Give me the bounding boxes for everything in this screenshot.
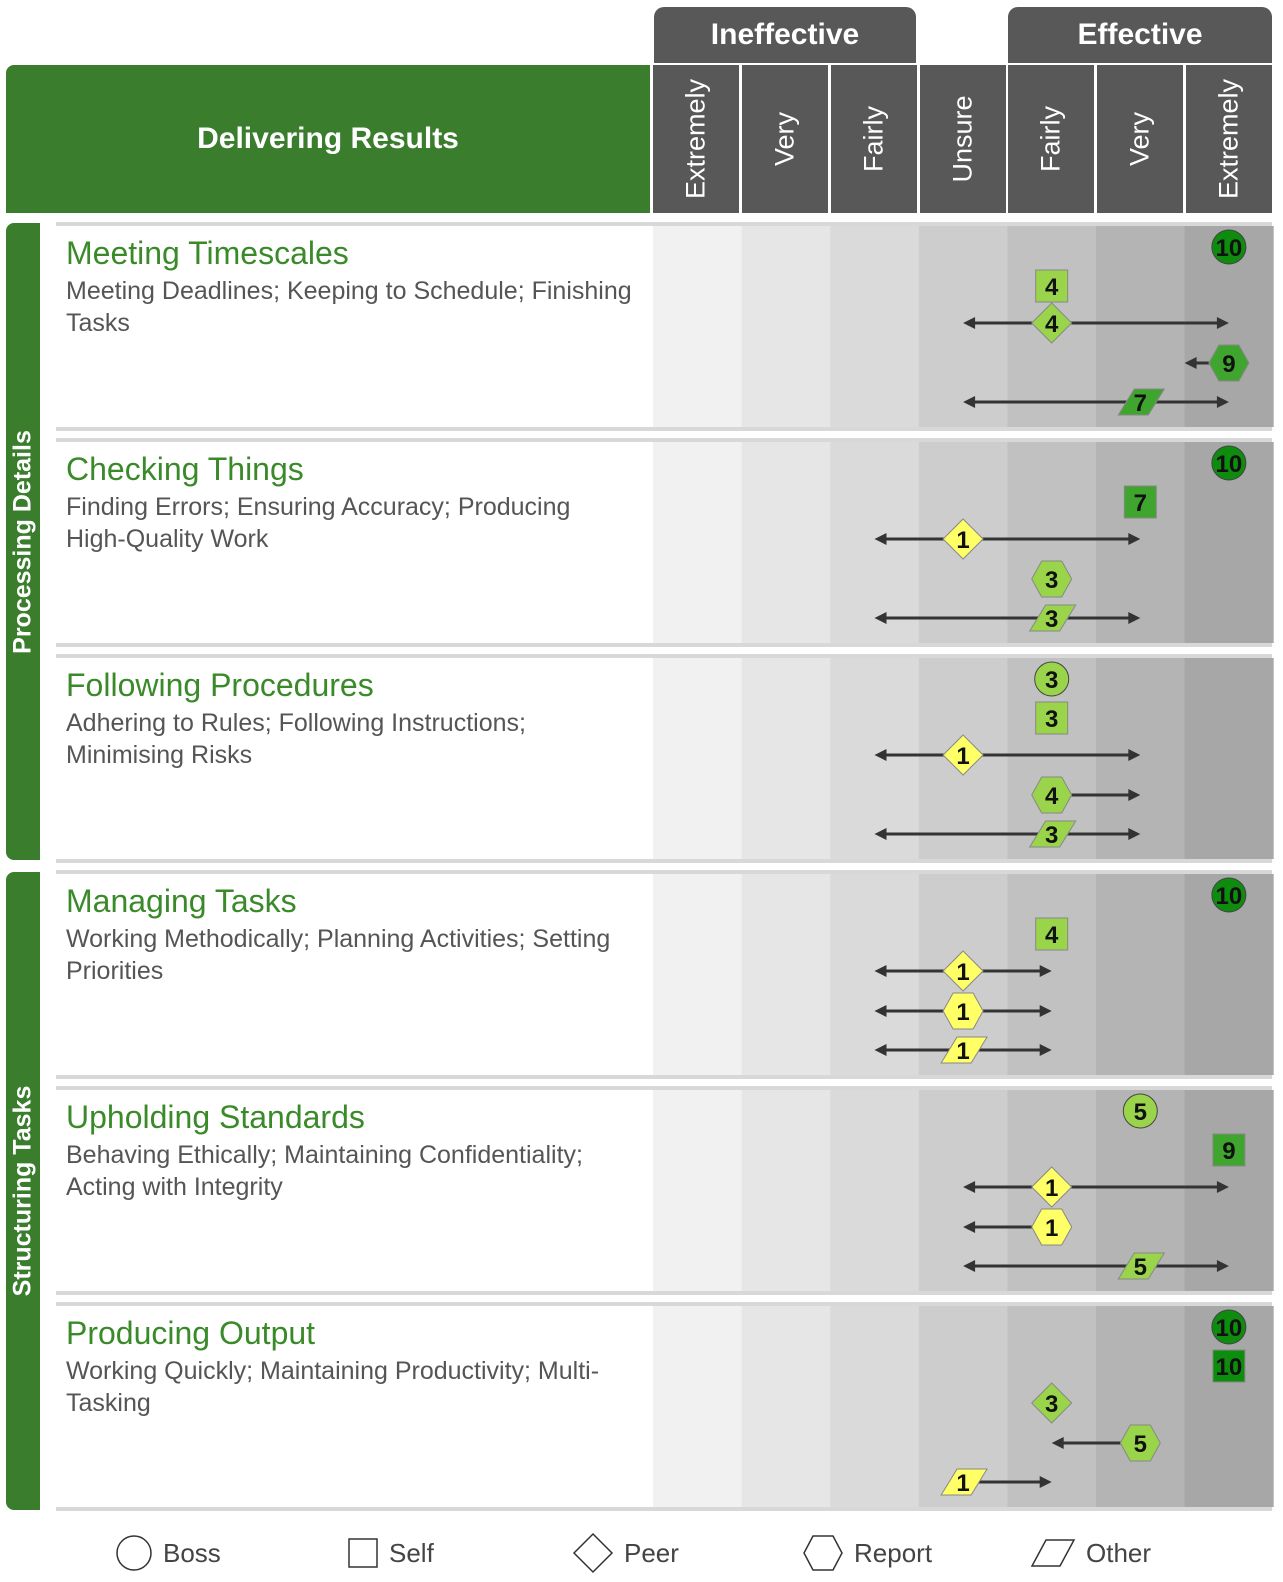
mark-other bbox=[963, 389, 1229, 417]
arrow-right bbox=[1040, 1005, 1052, 1017]
diamond-icon bbox=[572, 1532, 614, 1574]
mark-score: 4 bbox=[1045, 274, 1059, 301]
mark-boss bbox=[1123, 1094, 1157, 1128]
mark-score: 10 bbox=[1215, 1315, 1243, 1342]
mark-score: 3 bbox=[1045, 1391, 1059, 1418]
row-title: Following Procedures bbox=[66, 667, 374, 703]
section-label: Processing Details bbox=[8, 429, 37, 654]
legend-label: Other bbox=[1086, 1537, 1152, 1568]
mark-score: 10 bbox=[1215, 883, 1243, 910]
arrow-left bbox=[875, 828, 887, 840]
mark-report bbox=[1185, 345, 1249, 381]
legend-other bbox=[1030, 1532, 1151, 1574]
mark-score: 3 bbox=[1045, 822, 1059, 849]
mark-other bbox=[875, 821, 1141, 849]
arrow-right bbox=[1217, 1181, 1229, 1193]
mark-boss bbox=[1212, 230, 1246, 264]
square-icon bbox=[347, 1537, 379, 1569]
arrow-right bbox=[1217, 396, 1229, 408]
effective-group-label: Effective bbox=[1077, 18, 1203, 51]
row-description: Meeting Deadlines; Keeping to Schedule; Finishing Tasks bbox=[66, 277, 632, 337]
mark-score: 10 bbox=[1215, 451, 1243, 478]
circle-icon bbox=[115, 1534, 153, 1572]
arrow-right bbox=[1040, 1044, 1052, 1056]
mark-self bbox=[1213, 1134, 1245, 1166]
legend-label: Peer bbox=[624, 1537, 679, 1568]
arrow-right bbox=[1040, 1476, 1052, 1488]
mark-other bbox=[963, 1253, 1229, 1281]
row-title: Meeting Timescales bbox=[66, 235, 349, 271]
arrow-right bbox=[1128, 789, 1140, 801]
mark-score: 3 bbox=[1045, 606, 1059, 633]
mark-score: 10 bbox=[1215, 1354, 1243, 1381]
arrow-left bbox=[963, 1181, 975, 1193]
legend-label: Self bbox=[389, 1537, 434, 1568]
mark-other bbox=[875, 1037, 1052, 1065]
mark-report bbox=[1032, 777, 1141, 813]
parallelogram-icon bbox=[1030, 1537, 1076, 1569]
mark-score: 4 bbox=[1045, 922, 1059, 949]
col-label: Extremely bbox=[1213, 78, 1244, 200]
arrow-left bbox=[963, 1260, 975, 1272]
mark-score: 1 bbox=[1045, 1175, 1059, 1202]
row-description: Finding Errors; Ensuring Accuracy; Producing High-Quality Work bbox=[66, 493, 571, 553]
arrow-right bbox=[1217, 317, 1229, 329]
mark-score: 1 bbox=[1045, 1215, 1059, 1242]
mark-score: 5 bbox=[1133, 1099, 1147, 1126]
row-description: Adhering to Rules; Following Instructions; Minimising Risks bbox=[66, 709, 526, 769]
mark-boss bbox=[1212, 1310, 1246, 1344]
arrow-left bbox=[1052, 1437, 1064, 1449]
mark-score: 4 bbox=[1045, 311, 1059, 338]
mark-self bbox=[1213, 1350, 1245, 1382]
mark-score: 4 bbox=[1045, 783, 1059, 810]
legend-peer bbox=[572, 1532, 679, 1574]
arrow-right bbox=[1128, 749, 1140, 761]
mark-boss bbox=[1212, 878, 1246, 912]
mark-peer bbox=[875, 519, 1141, 559]
mark-score: 3 bbox=[1045, 706, 1059, 733]
ineffective-group-label: Ineffective bbox=[710, 18, 860, 51]
mark-score: 1 bbox=[956, 1470, 970, 1497]
legend-label: Report bbox=[854, 1537, 933, 1568]
competency-group-title-text: Delivering Results bbox=[197, 122, 459, 155]
mark-score: 9 bbox=[1222, 1138, 1236, 1165]
mark-score: 10 bbox=[1215, 235, 1243, 262]
legend-boss bbox=[115, 1532, 221, 1574]
mark-score: 9 bbox=[1222, 351, 1236, 378]
mark-peer bbox=[875, 735, 1141, 775]
row-title: Checking Things bbox=[66, 451, 304, 487]
mark-score: 3 bbox=[1045, 567, 1059, 594]
col-label: Very bbox=[1124, 111, 1155, 167]
mark-score: 7 bbox=[1133, 490, 1147, 517]
mark-score: 5 bbox=[1133, 1254, 1147, 1281]
arrow-right bbox=[1040, 965, 1052, 977]
mark-other bbox=[875, 605, 1141, 633]
arrow-right bbox=[1217, 1260, 1229, 1272]
mark-report bbox=[1052, 1425, 1161, 1461]
arrow-left bbox=[875, 965, 887, 977]
arrow-left bbox=[875, 749, 887, 761]
section-label: Structuring Tasks bbox=[8, 1085, 37, 1297]
mark-report bbox=[1032, 561, 1072, 597]
col-label: Very bbox=[769, 111, 800, 167]
mark-score: 1 bbox=[956, 959, 970, 986]
legend-label: Boss bbox=[163, 1537, 221, 1568]
mark-score: 5 bbox=[1133, 1431, 1147, 1458]
legend-self bbox=[347, 1532, 434, 1574]
mark-self bbox=[1036, 270, 1068, 302]
mark-score: 1 bbox=[956, 1038, 970, 1065]
arrow-left bbox=[963, 1221, 975, 1233]
arrow-right bbox=[1128, 828, 1140, 840]
mark-score: 1 bbox=[956, 527, 970, 554]
row-title: Producing Output bbox=[66, 1315, 316, 1351]
mark-other bbox=[941, 1469, 1052, 1497]
mark-peer bbox=[1032, 1383, 1072, 1423]
mark-boss bbox=[1035, 662, 1069, 696]
mark-score: 1 bbox=[956, 743, 970, 770]
mark-self bbox=[1036, 702, 1068, 734]
row-description: Working Methodically; Planning Activities; Setting Priorities bbox=[66, 925, 611, 985]
col-label: Unsure bbox=[947, 95, 978, 183]
row-title: Managing Tasks bbox=[66, 883, 297, 919]
arrow-right bbox=[1128, 612, 1140, 624]
col-label: Extremely bbox=[680, 78, 711, 200]
arrow-left bbox=[963, 396, 975, 408]
mark-score: 1 bbox=[956, 999, 970, 1026]
mark-score: 7 bbox=[1133, 390, 1147, 417]
arrow-left bbox=[1185, 357, 1197, 369]
arrow-left bbox=[875, 1044, 887, 1056]
mark-self bbox=[1036, 918, 1068, 950]
row-description: Working Quickly; Maintaining Productivity; Multi-Tasking bbox=[66, 1357, 600, 1417]
arrow-right bbox=[1128, 533, 1140, 545]
mark-peer bbox=[875, 951, 1052, 991]
arrow-left bbox=[875, 533, 887, 545]
arrow-left bbox=[875, 1005, 887, 1017]
row-title: Upholding Standards bbox=[66, 1099, 365, 1135]
row-description: Behaving Ethically; Maintaining Confidentiality; Acting with Integrity bbox=[66, 1141, 583, 1201]
mark-boss bbox=[1212, 446, 1246, 480]
mark-peer bbox=[963, 303, 1229, 343]
col-label: Fairly bbox=[1035, 106, 1066, 172]
legend-report bbox=[802, 1532, 932, 1574]
hexagon-icon bbox=[802, 1534, 844, 1572]
mark-score: 3 bbox=[1045, 667, 1059, 694]
col-label: Fairly bbox=[858, 106, 889, 172]
mark-report bbox=[963, 1209, 1072, 1245]
mark-report bbox=[875, 993, 1052, 1029]
arrow-left bbox=[875, 612, 887, 624]
arrow-left bbox=[963, 317, 975, 329]
mark-self bbox=[1124, 486, 1156, 518]
mark-peer bbox=[963, 1167, 1229, 1207]
